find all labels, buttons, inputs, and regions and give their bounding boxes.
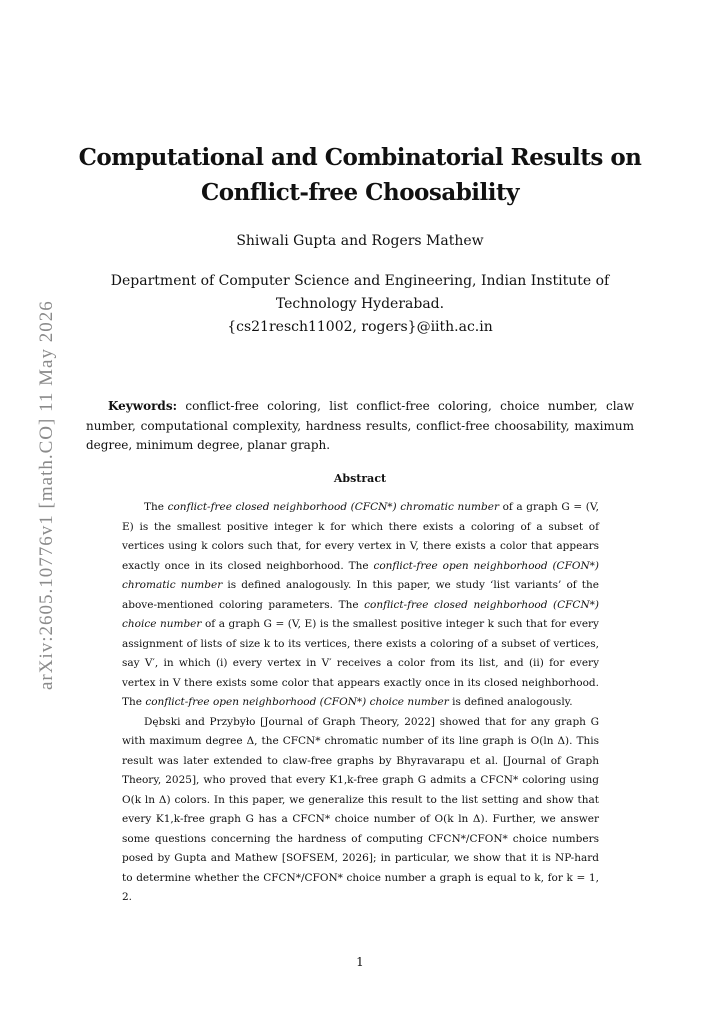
keywords-label: Keywords: [108,399,178,413]
affiliation-line-2: Technology Hyderabad. [275,296,445,312]
term-cfcn-chromatic-number: conflict-free closed neighborhood (CFCN*) chromatic number [167,501,499,513]
affiliation [100,270,620,339]
abstract-paragraph-2: Dębski and Przybyło [Journal of Graph Theory, 2022] showed that for any graph G with maximum degree Δ, the CFCN* chromatic number of its line graph is O(ln Δ). This result was later extended to claw-free graphs by Bhyravarapu et al. [Journal of Graph Theory, 2025], who proved that every K1,k-free graph G admits a CFCN* coloring using O(k ln Δ) colors. In this paper, we generalize this result to the list setting and show that every K1,k-free graph G has a CFCN* choice number of O(k ln Δ). Further, we answer some questions concerning the hardness of computing CFCN*/CFON* choice numbers posed by Gupta and Mathew [SOFSEM, 2026]; in particular, we show that it is NP-hard to determine whether the CFCN*/CFON* choice number a graph is equal to k, for k = 1, 2. [122,715,599,903]
author-emails: {cs21resch11002, rogers}@iith.ac.in [227,319,493,335]
abstract-text: The [144,501,168,513]
term-cfcn-choice-number: conflict-free closed neighborhood (CFCN*) choice number [122,598,599,630]
paper-title [70,140,650,210]
keywords-paragraph [86,397,634,456]
abstract-text: of a graph G = (V, E) is the smallest positive integer k for which there exists a coloring of a subset of vertices using k colors such that, for every vertex in V, there exists a color that appears exactly once in its closed neighborhood. The [122,501,599,572]
authors: Shiwali Gupta and Rogers Mathew [236,233,484,249]
title-line-1: Computational and Combinatorial Results on [78,144,642,171]
abstract-body [122,498,599,908]
term-cfon-chromatic-number: conflict-free open neighborhood (CFON*) chromatic number [122,559,599,591]
term-cfon-choice-number: conflict-free open neighborhood (CFON*) choice number [145,696,449,708]
abstract-paragraph-1 [122,498,599,713]
abstract-heading: Abstract [333,472,387,485]
title-line-2: Conflict-free Choosability [200,179,520,206]
page-number: 1 [356,955,364,969]
abstract-text: of a graph G = (V, E) is the smallest positive integer k such that for every assignment of lists of size k to its vertices, there exists a coloring of a subset of vertices, say V′, in which (i) every vertex in V′ receives a color from its list, and (ii) for every vertex in V there exists some color that appears exactly once in its closed neighborhood. The [122,618,599,708]
keywords-text: conflict-free coloring, list conflict-free coloring, choice number, claw number, computational complexity, hardness results, conflict-free choosability, maximum degree, minimum degree, planar graph. [86,399,634,452]
abstract-text: is defined analogously. [448,696,573,708]
arxiv-identifier: arXiv:2605.10776v1 [math.CO] 11 May 2026 [36,300,57,690]
abstract-text: is defined analogously. In this paper, we study ‘list variants’ of the above-mentioned coloring parameters. The [122,579,599,611]
affiliation-line-1: Department of Computer Science and Engineering, Indian Institute of [110,273,610,289]
